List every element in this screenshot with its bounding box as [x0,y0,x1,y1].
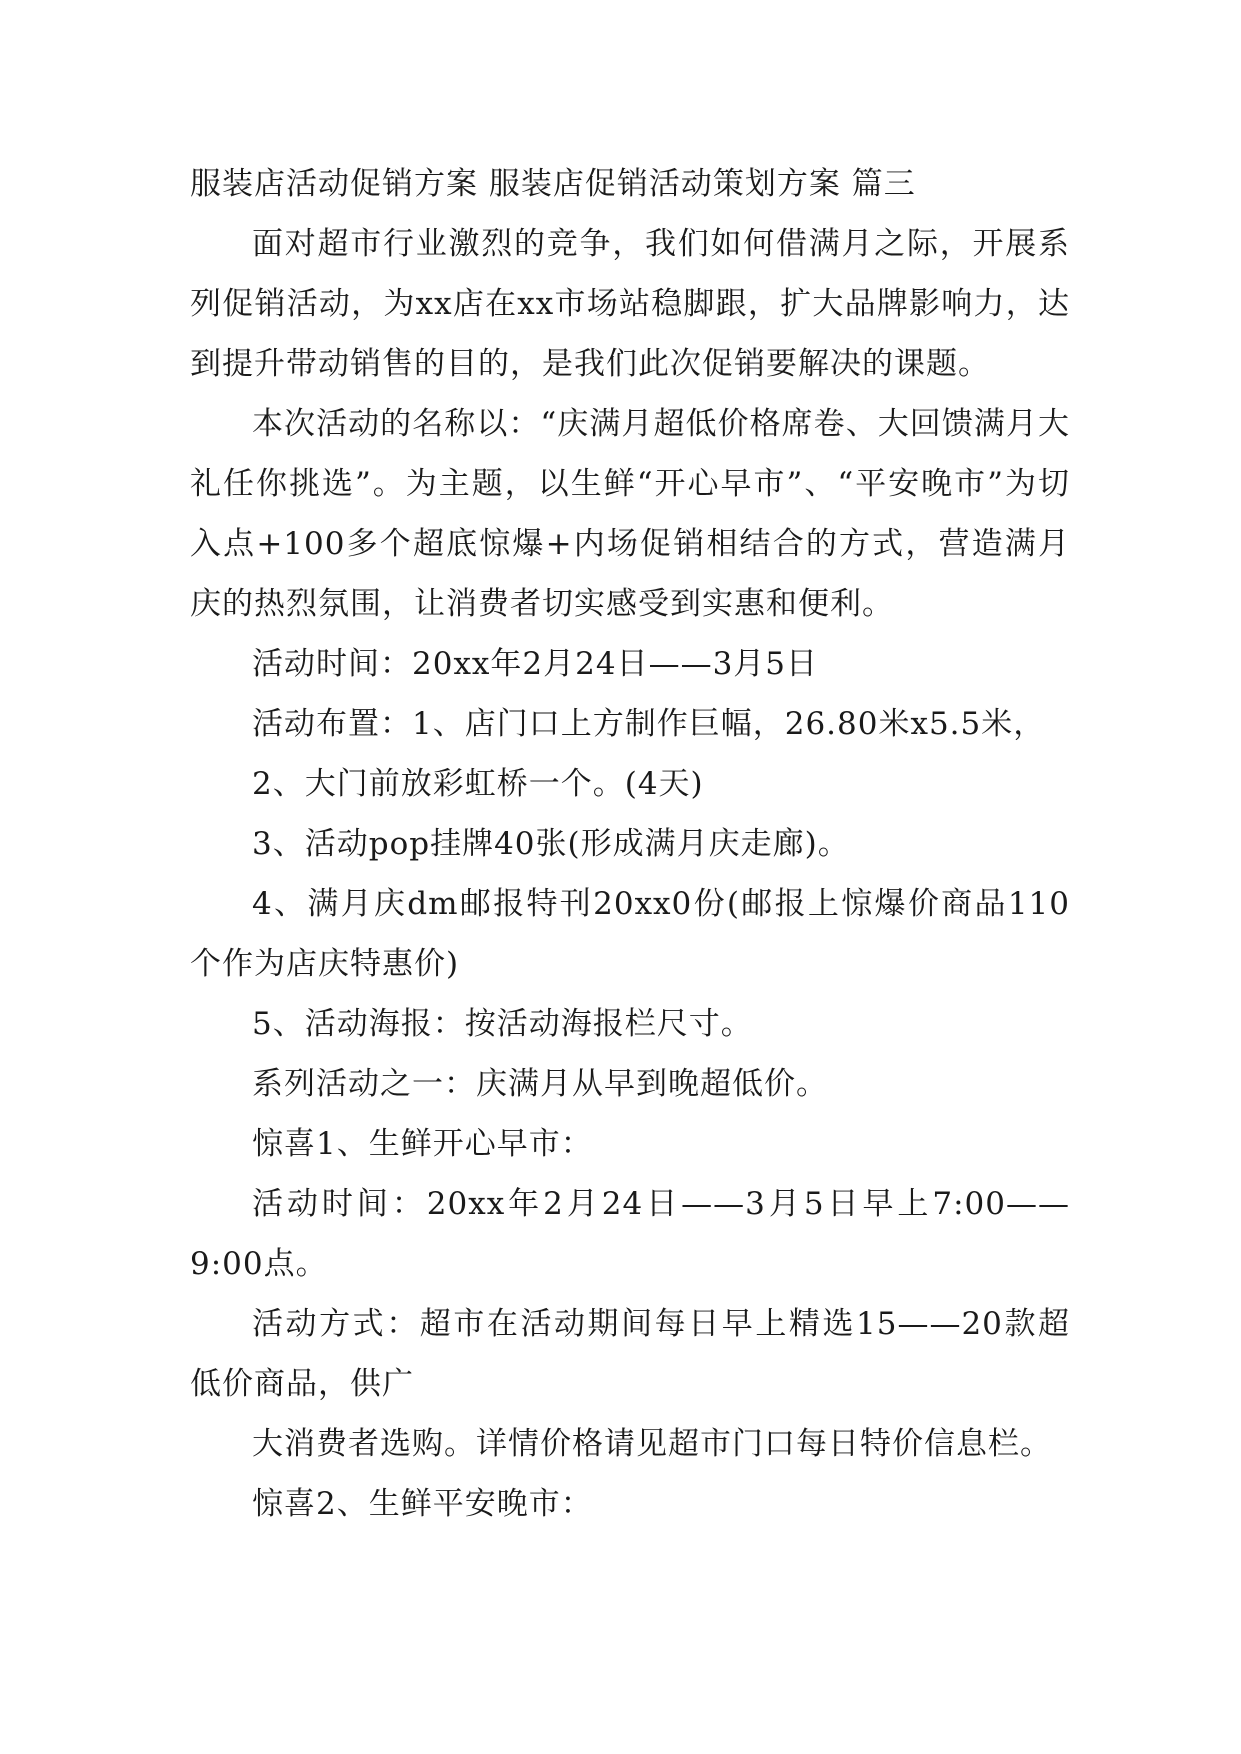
paragraph-morning-time: 活动时间：20xx年2月24日——3月5日早上7:00——9:00点。 [190,1186,1070,1282]
document-heading: 服装店活动促销方案 服装店促销活动策划方案 篇三 [190,166,916,202]
paragraph-surprise-2: 惊喜2、生鲜平安晚市： [252,1486,593,1522]
paragraph-layout-3: 3、活动pop挂牌40张(形成满月庆走廊)。 [252,826,850,862]
paragraph-series-1: 系列活动之一：庆满月从早到晚超低价。 [252,1066,828,1102]
paragraph-morning-details: 大消费者选购。详情价格请见超市门口每日特价信息栏。 [252,1426,1052,1462]
paragraph-layout-2: 2、大门前放彩虹桥一个。(4天) [252,766,704,802]
paragraph-layout-5: 5、活动海报：按活动海报栏尺寸。 [252,1006,753,1042]
paragraph-layout-1: 活动布置：1、店门口上方制作巨幅，26.80米x5.5米， [252,706,1046,742]
paragraph-intro: 面对超市行业激烈的竞争，我们如何借满月之际，开展系列促销活动，为xx店在xx市场站稳脚跟，扩大品牌影响力，达到提升带动销售的目的，是我们此次促销要解决的课题。 [190,226,1070,382]
paragraph-activity-time: 活动时间：20xx年2月24日——3月5日 [252,646,819,682]
paragraph-theme: 本次活动的名称以：“庆满月超低价格席卷、大回馈满月大礼任你挑选”。为主题，以生鲜“开心早市”、“平安晚市”为切入点+100多个超底惊爆+内场促销相结合的方式，营造满月庆的热烈氛围，让消费者切实感受到实惠和便利。 [190,406,1070,622]
paragraph-morning-method: 活动方式：超市在活动期间每日早上精选15——20款超低价商品，供广 [190,1306,1070,1402]
paragraph-layout-4: 4、满月庆dm邮报特刊20xx0份(邮报上惊爆价商品110个作为店庆特惠价) [190,886,1070,982]
paragraph-surprise-1: 惊喜1、生鲜开心早市： [252,1126,593,1162]
document-page [190,154,1070,1534]
